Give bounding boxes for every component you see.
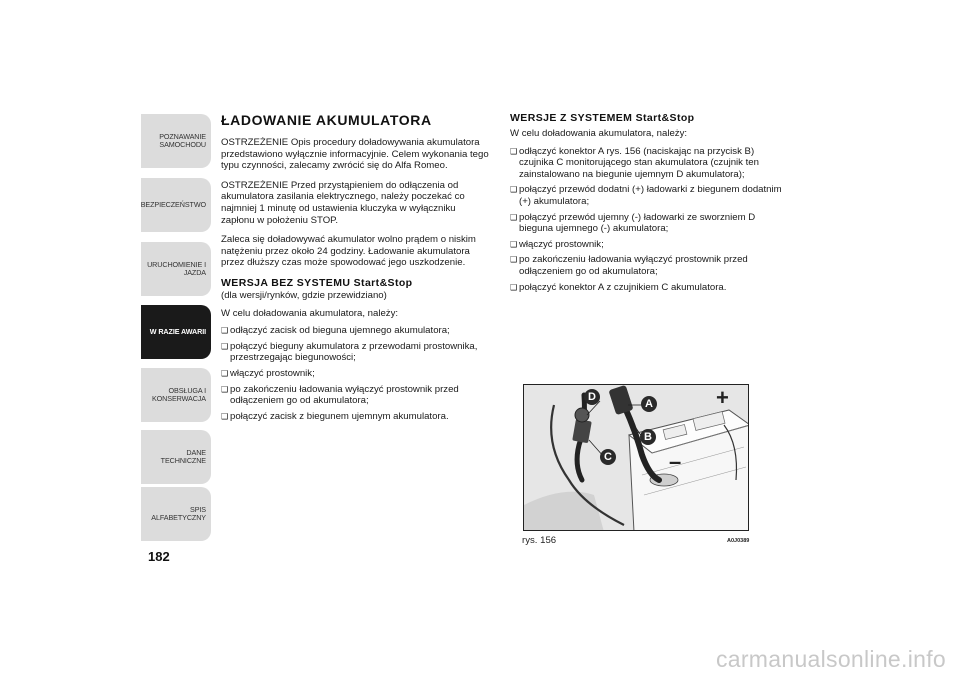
figure-code: A0J0389 (727, 538, 750, 544)
callout-b: B (640, 429, 656, 445)
battery-illustration (523, 384, 749, 531)
watermark: carmanualsonline.info (715, 646, 946, 672)
negative-terminal-label: – (669, 449, 682, 474)
list-item: ❑ włączyć prostownik; (510, 239, 782, 251)
callout-a: A (641, 396, 657, 412)
page-number: 182 (148, 549, 170, 564)
list-item: ❑ po zakończeniu ładowania wyłączyć prostownik przed odłączeniem go od akumulatora; (510, 254, 782, 277)
intro-text: W celu doładowania akumulatora, należy: (221, 307, 399, 319)
callout-d: D (584, 389, 600, 405)
warning-paragraph-1: OSTRZEŻENIE Opis procedury doładowywania akumulatora przedstawiono wyłącznie informacyjnie. Celem wykonania tego typu czynności, zalecamy zwrócić się do Alfa Romeo. (221, 137, 489, 172)
subtitle-without-start-stop: WERSJA BEZ SYSTEMU Start&Stop (221, 276, 413, 289)
tab-bezpieczenstwo[interactable]: BEZPIECZEŃSTWO (141, 178, 211, 232)
tab-obsluga-i-konserwacja[interactable]: OBSŁUGA I KONSERWACJA (141, 368, 211, 422)
list-item: ❑ połączyć zacisk z biegunem ujemnym akumulatora. (221, 411, 489, 423)
intro-text: W celu doładowania akumulatora, należy: (510, 128, 688, 139)
list-item: ❑ połączyć konektor A z czujnikiem C akumulatora. (510, 282, 782, 294)
list-item: ❑ połączyć przewód ujemny (-) ładowarki ze sworzniem D bieguna ujemnego (-) akumulatora; (510, 212, 782, 235)
list-item: ❑ po zakończeniu ładowania wyłączyć prostownik przed odłączeniem go od akumulatora; (221, 384, 489, 407)
list-item: ❑ połączyć przewód dodatni (+) ładowarki z biegunem dodatnim (+) akumulatora; (510, 184, 782, 207)
list-item: ❑ włączyć prostownik; (221, 368, 489, 380)
right-column (510, 112, 782, 297)
list-item: ❑ odłączyć zacisk od bieguna ujemnego akumulatora; (221, 325, 489, 337)
tab-poznawanie-samochodu[interactable]: POZNAWANIE SAMOCHODU (141, 114, 211, 168)
advice-paragraph: Zaleca się doładowywać akumulator wolno prądem o niskim natężeniu przez około 24 godziny. Ładowanie akumulatora przez dłuższy czas może spowodować jego uszkodzenie. (221, 234, 476, 269)
list-item: ❑ odłączyć konektor A rys. 156 (naciskając na przycisk B) czujnika C monitorującego stan akumulatora (czujnik ten zainstalowano na biegunie ujemnym D akumulatora); (510, 146, 782, 181)
steps-list-without-start-stop (221, 325, 489, 422)
tab-uruchomienie-i-jazda[interactable]: URUCHOMIENIE I JAZDA (141, 242, 211, 296)
callout-c: C (600, 449, 616, 465)
tab-w-razie-awarii[interactable]: W RAZIE AWARII (141, 305, 211, 359)
list-item: ❑ połączyć bieguny akumulatora z przewodami prostownika, przestrzegając biegunowości; (221, 341, 489, 364)
left-column (221, 112, 489, 426)
tab-spis-alfabetyczny[interactable]: SPIS ALFABETYCZNY (141, 487, 211, 541)
figure-caption: rys. 156 (522, 535, 557, 546)
warning-paragraph-2: OSTRZEŻENIE Przed przystąpieniem do odłączenia od akumulatora zasilania elektrycznego, należy poczekać co najmniej 1 minutę od ustawienia kluczyka w wyłączniku zapłonu w położeniu STOP. (221, 179, 465, 226)
tab-dane-techniczne[interactable]: DANE TECHNICZNE (141, 430, 211, 484)
subtitle-note: (dla wersji/rynków, gdzie przewidziano) (221, 289, 387, 301)
subtitle-with-start-stop: WERSJE Z SYSTEMEM Start&Stop (510, 112, 695, 124)
steps-list-with-start-stop (510, 146, 782, 294)
section-title: ŁADOWANIE AKUMULATORA (221, 112, 432, 128)
positive-terminal-label: + (716, 385, 729, 410)
